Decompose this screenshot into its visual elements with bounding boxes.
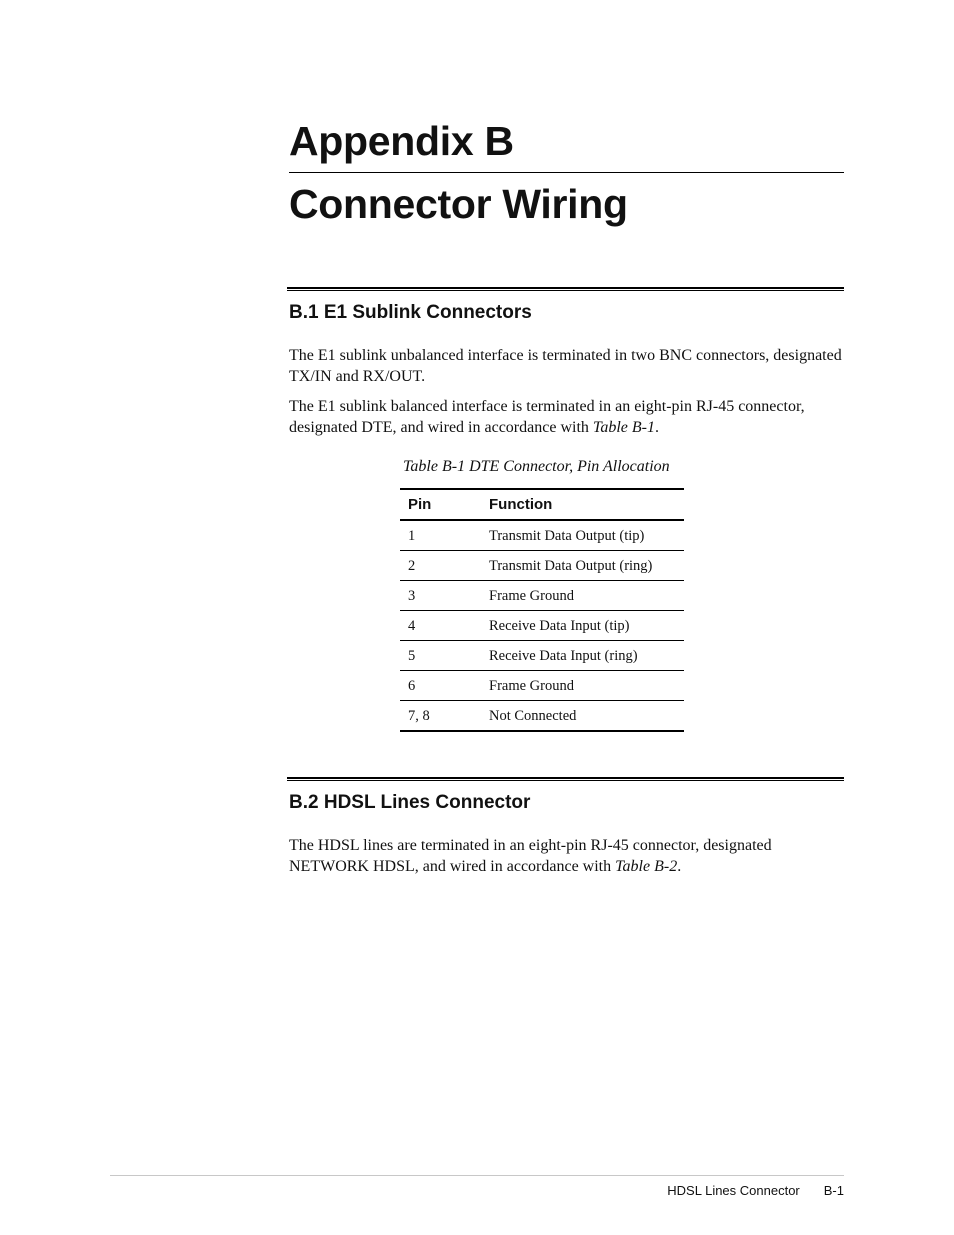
- footer-page-number: B-1: [823, 1183, 844, 1198]
- page-footer: [667, 1183, 844, 1198]
- function-cell: Transmit Data Output (ring): [489, 551, 684, 581]
- paragraph-end: .: [677, 858, 682, 875]
- paragraph-text: The E1 sublink balanced interface is terminated in an eight-pin RJ-45 connector, designated DTE, and wired in accordance with: [289, 398, 805, 436]
- pin-allocation-table: [400, 488, 684, 732]
- table-caption: Table B-1 DTE Connector, Pin Allocation: [403, 458, 670, 475]
- paragraph-text: The HDSL lines are terminated in an eight-pin RJ-45 connector, designated NETWORK HDSL, and wired in accordance with: [289, 837, 772, 875]
- table-header-row: [400, 489, 684, 520]
- table-row: [400, 701, 684, 732]
- function-cell: Transmit Data Output (tip): [489, 520, 684, 551]
- chapter-title: Connector Wiring: [289, 181, 628, 227]
- paragraph-hdsl-lines: [289, 835, 844, 877]
- section-rule-b2: [287, 777, 844, 781]
- title-rule: [289, 172, 844, 173]
- table-row: [400, 641, 684, 671]
- column-header-function: Function: [489, 489, 684, 520]
- function-cell: Frame Ground: [489, 671, 684, 701]
- table-b1-reference: Table B-1: [592, 419, 655, 436]
- table-b2-reference: Table B-2: [615, 858, 678, 875]
- function-cell: Receive Data Input (tip): [489, 611, 684, 641]
- table-row: [400, 520, 684, 551]
- pin-cell: 7, 8: [400, 701, 489, 732]
- table-row: [400, 671, 684, 701]
- table-row: [400, 551, 684, 581]
- section-heading-b2: B.2 HDSL Lines Connector: [289, 792, 531, 813]
- appendix-label: Appendix B: [289, 118, 514, 164]
- pin-cell: 5: [400, 641, 489, 671]
- function-cell: Receive Data Input (ring): [489, 641, 684, 671]
- column-header-pin: Pin: [400, 489, 489, 520]
- paragraph-balanced-interface: [289, 396, 844, 438]
- pin-cell: 4: [400, 611, 489, 641]
- section-heading-b1: B.1 E1 Sublink Connectors: [289, 302, 532, 323]
- function-cell: Frame Ground: [489, 581, 684, 611]
- footer-rule: [110, 1175, 844, 1176]
- paragraph-unbalanced-interface: The E1 sublink unbalanced interface is terminated in two BNC connectors, designated TX/IN and RX/OUT.: [289, 347, 842, 385]
- pin-cell: 3: [400, 581, 489, 611]
- pin-cell: 6: [400, 671, 489, 701]
- pin-cell: 1: [400, 520, 489, 551]
- table-row: [400, 611, 684, 641]
- function-cell: Not Connected: [489, 701, 684, 732]
- section-rule-b1: [287, 287, 844, 291]
- pin-cell: 2: [400, 551, 489, 581]
- footer-section-name: HDSL Lines Connector: [667, 1183, 800, 1198]
- table-row: [400, 581, 684, 611]
- paragraph-end: .: [654, 419, 659, 436]
